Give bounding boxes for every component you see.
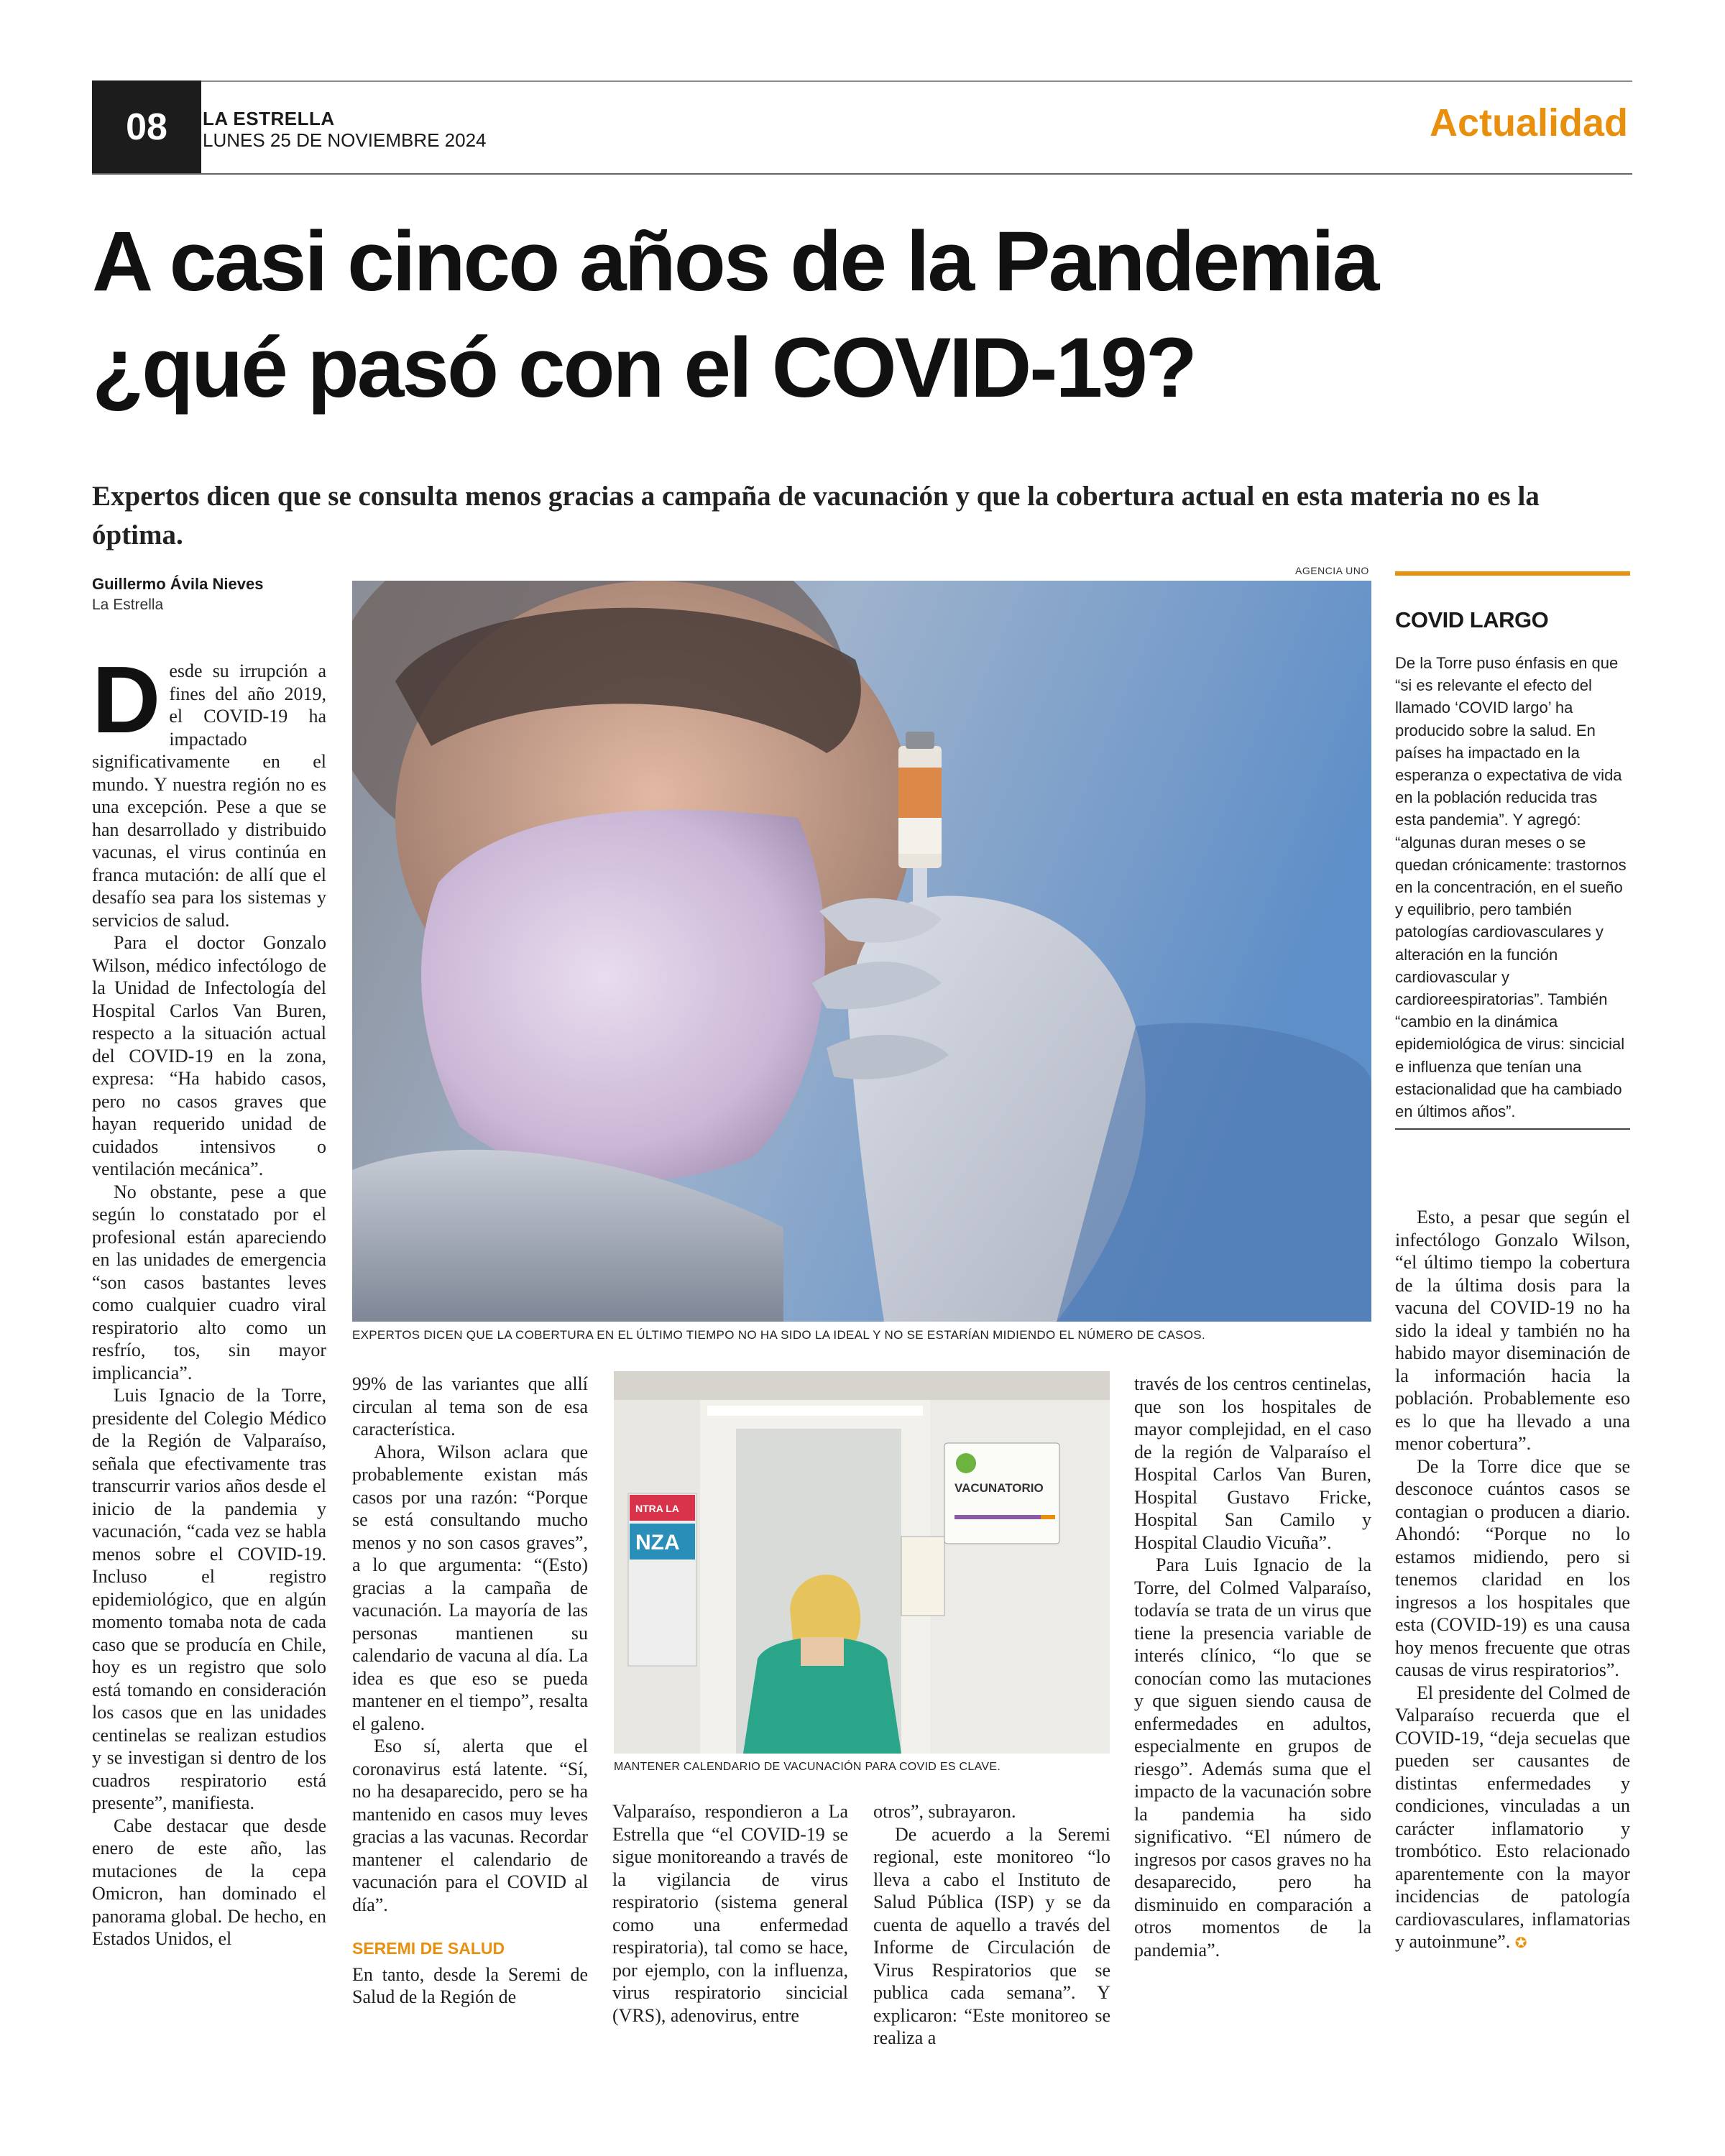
paragraph: Valparaíso, respondieron a La Estrella que “el COVID-19 se sigue monitoreando a través de la vigilancia de virus respiratorio (sistema general como una enfermedad respiratoria), tal como se hace, por ejemplo, con la influenza, virus respiratorio sincicial (VRS), adenovirus, entre [612,1801,848,2026]
article-column-4 [873,1800,1110,2050]
article-column-2 [352,1373,588,2009]
article-column-1 [92,647,326,1950]
byline-author: Guillermo Ávila Nieves [92,575,264,593]
paragraph: En tanto, desde la Seremi de Salud de la Región de [352,1963,588,2007]
photo2-caption: MANTENER CALENDARIO DE VACUNACIÓN PARA COVID ES CLAVE. [614,1761,1001,1773]
article-column-3 [612,1800,848,2027]
sidebar-text: De la Torre puso énfasis en que “si es relevante el efecto del llamado ‘COVID largo’ ha producido sobre la salud. En países ha impactado en la esperanza o expectativa de vida en la población reducida tras esta pandemia”. Y agregó: “algunas duran meses o se quedan crónicamente: trastornos en la concentración, en el sueño y equilibrio, pero también patologías cardiovasculares y alteración en la función cardiovascular y cardioreespiratorias”. También “cambio en la dinámica epidemiológica de virus: sincicial e influenza que tenían una estacionalidad que ha cambiado en últimos años”. [1395,654,1627,1121]
paragraph: otros”, subrayaron. [873,1801,1016,1822]
top-rule [92,80,1632,82]
poster-text-2: NZA [635,1531,680,1554]
paragraph: través de los centros centinelas, que son los hospitales de mayor complejidad, en el caso de la región de Valparaíso el Hospital Carlos Van Buren, Hospital Gustavo Fricke, Hospital San Camilo y Hospital Claudio Vicuña”. [1134,1373,1371,1553]
paragraph: Ahora, Wilson aclara que probablemente existan más casos por una razón: “Porque se está consultando mucho menos y no son casos graves”, a lo que argumenta: “(Esto) gracias a la campaña de vacunación. La mayoría de las personas mantienen su calendario de vacuna al día. La idea es que eso se pueda mantener en el tiempo”, resalta el galeno. [352,1441,588,1734]
paragraph: Para el doctor Gonzalo Wilson, médico infectólogo de la Unidad de Infectología del Hospital Carlos Van Buren, respecto a la situación actual del COVID-19 en la zona, expresa: “Ha habido casos, pero no casos graves que hayan requerido unidad de cuidados intensivos o ventilación mecánica”. [92,932,326,1179]
page-number: 08 [92,80,201,174]
end-mark-icon: ✪ [1514,1934,1527,1951]
section-heading-seremi: SEREMI DE SALUD [352,1939,505,1958]
paragraph: Cabe destacar que desde enero de este año, las mutaciones de la cepa Omicron, han dominado el panorama global. De hecho, en Estados Unidos, el [92,1815,326,1949]
paragraph: No obstante, pese a que según lo constatado por el profesional están apareciendo en las unidades de emergencia “son casos bastantes leves como cualquier cuadro viral respiratorio alto como un resfrío, tos, sin mayor implicancia”. [92,1181,326,1383]
paragraph: Desde su irrupción a fines del año 2019, el COVID-19 ha impactado significativamente en el mundo. Y nuestra región no es una excepción. Pese a que se han desarrollado y distribuido vacunas, el virus continúa en franca mutación: de allí que el desafío sea para los sistemas y servicios de salud. [92,647,326,931]
main-photo-caption: EXPERTOS DICEN QUE LA COBERTURA EN EL ÚLTIMO TIEMPO NO HA SIDO LA IDEAL Y NO SE ESTARÍAN MIDIENDO EL NÚMERO DE CASOS. [352,1328,1205,1342]
masthead-rule [92,173,1632,175]
sidebar-covid-largo [1395,571,1630,1130]
paragraph: El presidente del Colmed de Valparaíso recuerda que el COVID-19, “deja secuelas que pueden ser causantes de distintas enfermedades y condiciones, vinculadas a un carácter inflamatorio y trombótico. Esto relacionado aparentemente con la mayor incidencias de patología cardiovasculares, inflamatorias y autoinmune”. ✪ [1395,1682,1630,1952]
sidebar-accent-rule [1395,571,1630,576]
sidebar-bottom-rule [1395,1128,1630,1130]
vaccination-room-photo [614,1371,1110,1754]
paragraph: Eso sí, alerta que el coronavirus está latente. “Sí, no ha desaparecido, pero se ha mantenido en casos muy leves gracias a las vacunas. Recordar mantener el calendario de vacunación para el COVID al día”. [352,1736,588,1915]
headline-line-1: A casi cinco años de la Pandemia [92,214,1378,309]
paragraph: Para Luis Ignacio de la Torre, del Colmed Valparaíso, todavía se trata de un virus que tiene la presencia variable de interés clínico, “lo que se conocían como las mutaciones y que siguen siendo causa de enfermedades en adultos, especialmente en grupos de riesgo”. Además suma que el impacto de la vacunación sobre la pandemia ha sido significativo. “El número de ingresos por casos graves no ha desaparecido, pero ha disminuido en comparación a otros momentos de la pandemia”. [1134,1554,1371,1961]
paragraph: Luis Ignacio de la Torre, presidente del Colegio Médico de la Región de Valparaíso, señala que efectivamente tras transcurrir varios años desde el inicio de la pandemia y vacunación, “cada vez se habla menos sobre el COVID-19. Incluso el registro epidemiológico, que en algún momento tomaba nota de cada caso que se producía en Chile, hoy es un registro que solo está tomando en consideración los casos que en las unidades centinelas se realizan estudios y se investigan si dentro de los cuadros respiratorio está presente”, manifiesta. [92,1385,326,1813]
poster-text-1: NTRA LA [635,1503,679,1514]
paper-name: LA ESTRELLA [203,108,335,129]
byline-organization: La Estrella [92,596,164,613]
photo-credit: AGENCIA UNO [1295,565,1369,576]
paragraph: De la Torre dice que se desconoce cuántos casos se contagian o producen a diario. Ahondó: “Porque no lo estamos midiendo, pero si tenemos claridad en los ingresos a los hospitales que esta (COVID-19) es una causa hoy menos frecuente que otras causas de virus respiratorios”. [1395,1455,1630,1680]
sidebar-title: COVID LARGO [1395,607,1549,632]
main-photo [352,581,1371,1322]
article-column-6 [1395,1206,1630,1955]
paragraph: De acuerdo a la Seremi regional, este monitoreo “lo lleva a cabo el Instituto de Salud Pública (ISP) y se da cuenta de aquello a través del Informe de Circulación de Virus Respiratorios que se publica cada semana”. Y explicaron: “Este monitoreo se realiza a [873,1823,1110,2048]
subheadline: Expertos dicen que se consulta menos gracias a campaña de vacunación y que la cobertura actual en esta materia no es la óptima. [92,481,1540,550]
paragraph: 99% de las variantes que allí circulan al tema son de esa característica. [352,1373,588,1439]
vacunatorio-sign: VACUNATORIO [954,1481,1044,1495]
headline [92,208,1637,421]
headline-line-2: ¿qué pasó con el COVID-19? [92,321,1195,415]
paragraph: Esto, a pesar que según el infectólogo Gonzalo Wilson, “el último tiempo la cobertura de la última dosis para la vacuna del COVID-19 no ha sido la ideal y también no ha habido mayor diseminación de la información hacia la población. Probablemente eso es lo que ha llevado a una menor cobertura”. [1395,1207,1630,1454]
issue-date: LUNES 25 DE NOVIEMBRE 2024 [203,129,487,151]
article-column-5 [1134,1373,1371,1961]
section-label: Actualidad [1429,101,1628,144]
drop-cap: D [92,647,161,752]
